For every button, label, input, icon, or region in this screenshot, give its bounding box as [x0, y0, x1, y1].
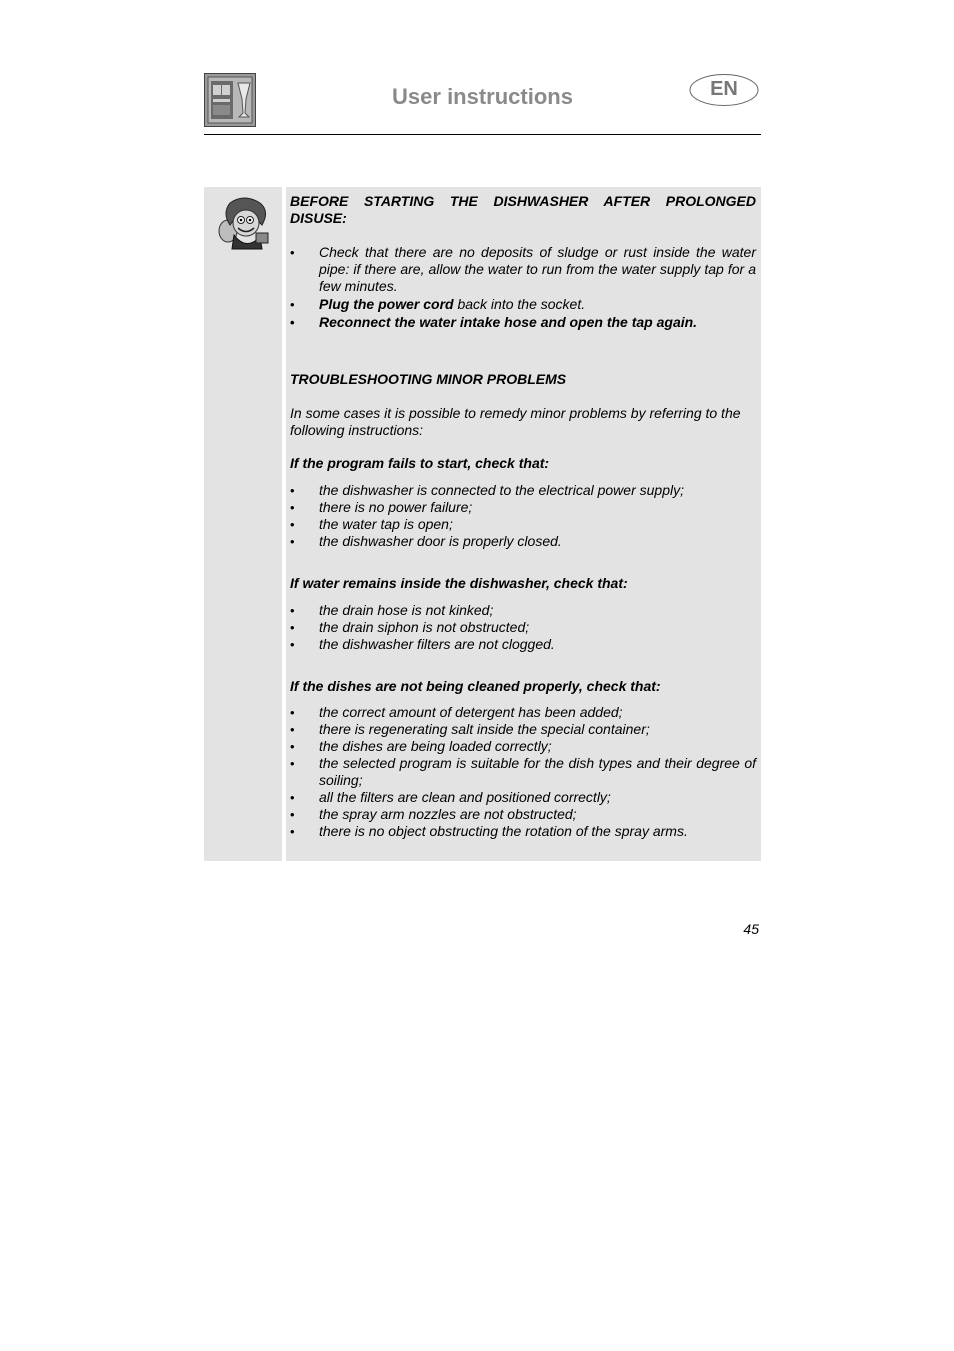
list-item: • the selected program is suitable for the dish types and their degree of soiling; — [290, 755, 756, 789]
group-heading-cleaning: If the dishes are not being cleaned properly, check that: — [290, 678, 661, 694]
page-header — [204, 72, 761, 135]
page-title: User instructions — [392, 84, 573, 109]
list-item: • there is no object obstructing the rotation of the spray arms. — [290, 823, 756, 840]
disuse-list — [290, 244, 756, 331]
bold-text: Plug the power cord — [319, 296, 454, 312]
group-heading-water: If water remains inside the dishwasher, check that: — [290, 575, 628, 591]
sidebar-column — [204, 187, 282, 861]
list-item: • the correct amount of detergent has been added; — [290, 704, 756, 721]
list-item: • the dishes are being loaded correctly; — [290, 738, 756, 755]
list-item: • Check that there are no deposits of sludge or rust inside the water pipe: if there are, allow the water to run from the water supply tap for a few minutes. — [290, 244, 756, 295]
cleaning-checklist — [290, 704, 756, 840]
list-item: • Reconnect the water intake hose and open the tap again. — [290, 314, 756, 331]
list-item: • the drain hose is not kinked; — [290, 602, 756, 619]
list-item: • there is no power failure; — [290, 499, 756, 516]
item-text: back into the socket. — [453, 296, 586, 312]
list-item: • all the filters are clean and positioned correctly; — [290, 789, 756, 806]
program-checklist — [290, 482, 756, 550]
page-number: 45 — [743, 921, 759, 937]
list-item: • the spray arm nozzles are not obstructed; — [290, 806, 756, 823]
section-heading-disuse: BEFORE STARTING THE DISHWASHER AFTER PROLONGED DISUSE: — [290, 193, 756, 226]
list-item: • the drain siphon is not obstructed; — [290, 619, 756, 636]
mascot-character-icon — [216, 195, 272, 253]
list-item: • the dishwasher is connected to the electrical power supply; — [290, 482, 756, 499]
list-item: • there is regenerating salt inside the special container; — [290, 721, 756, 738]
list-item: • the dishwasher filters are not clogged. — [290, 636, 756, 653]
section-heading-troubleshooting: TROUBLESHOOTING MINOR PROBLEMS — [290, 371, 567, 387]
intro-paragraph: In some cases it is possible to remedy minor problems by referring to the following instructions: — [290, 405, 741, 438]
list-item — [290, 296, 756, 313]
list-item: • the dishwasher door is properly closed. — [290, 533, 756, 550]
list-item: • the water tap is open; — [290, 516, 756, 533]
content-panel — [286, 187, 761, 861]
water-checklist — [290, 602, 756, 653]
language-badge: EN — [710, 78, 738, 100]
group-heading-program: If the program fails to start, check that: — [290, 455, 550, 471]
